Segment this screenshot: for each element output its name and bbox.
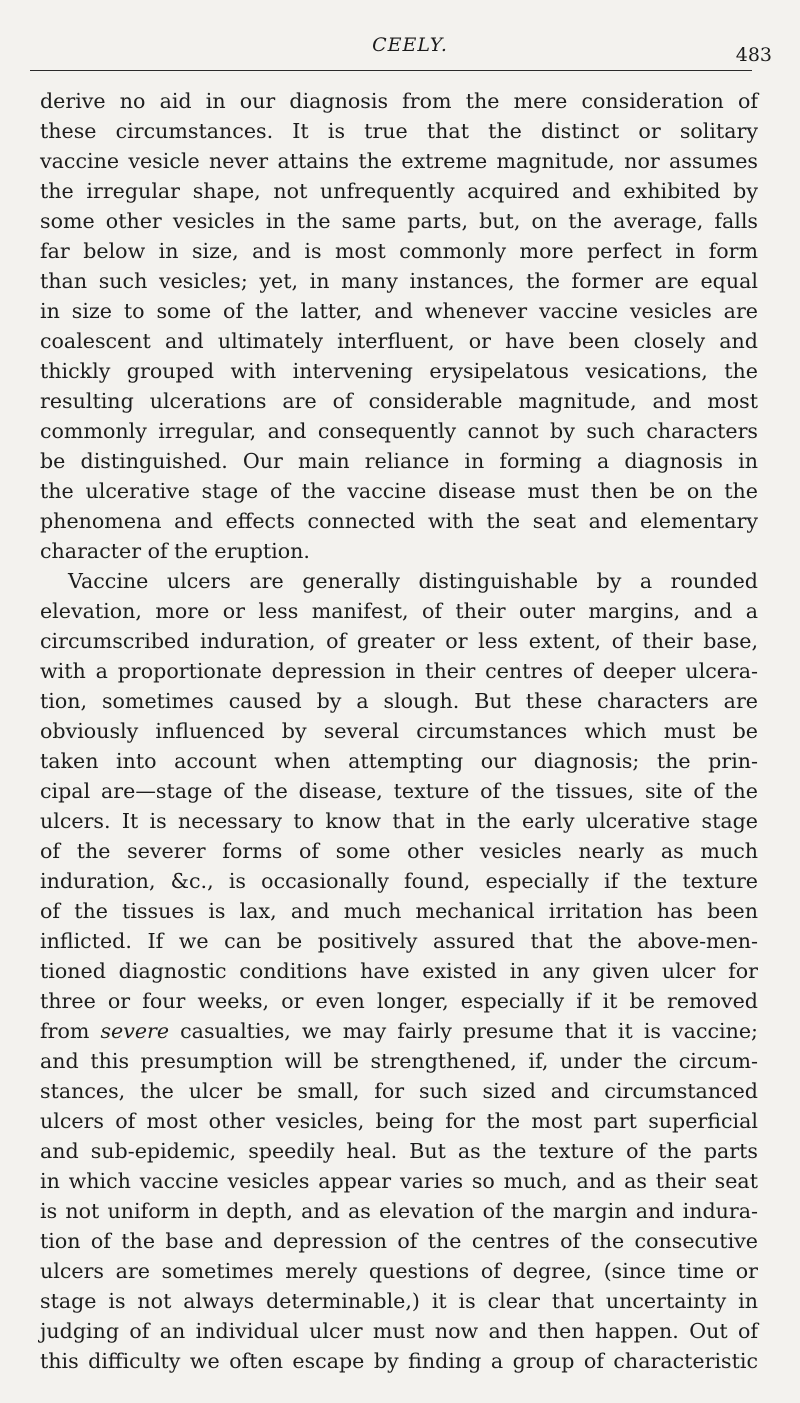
- text-line: and sub-epidemic, speedily heal. But as the texture of the parts: [40, 1139, 758, 1163]
- body-text: [40, 86, 758, 1376]
- page-header: [30, 30, 772, 72]
- line-segment: from: [40, 1019, 101, 1043]
- emphasized-word: severe: [100, 1019, 170, 1043]
- text-line: be distinguished. Our main reliance in forming a diagnosis in: [40, 449, 758, 473]
- text-line: this difficulty we often escape by finding a group of characteristic: [40, 1349, 758, 1373]
- text-line: phenomena and effects connected with the seat and elementary: [40, 509, 758, 533]
- text-line: is not uniform in depth, and as elevation of the margin and indura-: [40, 1199, 758, 1223]
- text-line: these circumstances. It is true that the distinct or solitary: [40, 119, 758, 143]
- text-line: obviously influenced by several circumstances which must be: [40, 719, 758, 743]
- text-line: induration, &c., is occasionally found, especially if the texture: [40, 869, 758, 893]
- text-line: than such vesicles; yet, in many instances, the former are equal: [40, 269, 758, 293]
- text-line: of the severer forms of some other vesicles nearly as much: [40, 839, 758, 863]
- text-line: elevation, more or less manifest, of their outer margins, and a: [40, 599, 758, 623]
- text-line: inflicted. If we can be positively assured that the above-men-: [40, 929, 758, 953]
- text-line: ulcers. It is necessary to know that in the early ulcerative stage: [40, 809, 758, 833]
- text-line: vaccine vesicle never attains the extreme magnitude, nor assumes: [40, 149, 758, 173]
- text-line: in size to some of the latter, and whenever vaccine vesicles are: [40, 299, 758, 323]
- text-line: ulcers are sometimes merely questions of degree, (since time or: [40, 1259, 758, 1283]
- text-line: [40, 1016, 758, 1046]
- text-line: tioned diagnostic conditions have existed in any given ulcer for: [40, 959, 758, 983]
- running-head: CEELY.: [372, 34, 448, 56]
- text-line: tion of the base and depression of the centres of the consecutive: [40, 1229, 758, 1253]
- text-line: thickly grouped with intervening erysipelatous vesications, the: [40, 359, 758, 383]
- paragraph: [40, 566, 758, 1376]
- text-line: cipal are—stage of the disease, texture of the tissues, site of the: [40, 779, 758, 803]
- text-line: stage is not always determinable,) it is clear that uncertainty in: [40, 1289, 758, 1313]
- text-line: tion, sometimes caused by a slough. But these characters are: [40, 689, 758, 713]
- header-rule: [30, 70, 752, 71]
- text-line: coalescent and ultimately interfluent, or have been closely and: [40, 329, 758, 353]
- text-line: ulcers of most other vesicles, being for the most part superficial: [40, 1109, 758, 1133]
- text-line: commonly irregular, and consequently cannot by such characters: [40, 419, 758, 443]
- paragraph: [40, 86, 758, 566]
- text-line: Vaccine ulcers are generally distinguishable by a rounded: [68, 569, 758, 593]
- text-line: circumscribed induration, of greater or less extent, of their base,: [40, 629, 758, 653]
- text-line: the irregular shape, not unfrequently acquired and exhibited by: [40, 179, 758, 203]
- page-number: 483: [735, 44, 772, 66]
- text-line: and this presumption will be strengthened, if, under the circum-: [40, 1049, 758, 1073]
- text-line: some other vesicles in the same parts, but, on the average, falls: [40, 209, 758, 233]
- text-line: character of the eruption.: [40, 539, 310, 563]
- text-line: three or four weeks, or even longer, especially if it be removed: [40, 989, 758, 1013]
- text-line: taken into account when attempting our diagnosis; the prin-: [40, 749, 758, 773]
- line-segment: casualties, we may fairly presume that it is vaccine;: [169, 1019, 758, 1043]
- text-line: the ulcerative stage of the vaccine disease must then be on the: [40, 479, 758, 503]
- text-line: stances, the ulcer be small, for such sized and circumstanced: [40, 1079, 758, 1103]
- text-line: judging of an individual ulcer must now and then happen. Out of: [40, 1319, 758, 1343]
- text-line: resulting ulcerations are of considerable magnitude, and most: [40, 389, 758, 413]
- text-line: derive no aid in our diagnosis from the mere consideration of: [40, 89, 758, 113]
- text-line: of the tissues is lax, and much mechanical irritation has been: [40, 899, 758, 923]
- text-line: in which vaccine vesicles appear varies so much, and as their seat: [40, 1169, 758, 1193]
- text-line: with a proportionate depression in their centres of deeper ulcera-: [40, 659, 758, 683]
- text-line: far below in size, and is most commonly more perfect in form: [40, 239, 758, 263]
